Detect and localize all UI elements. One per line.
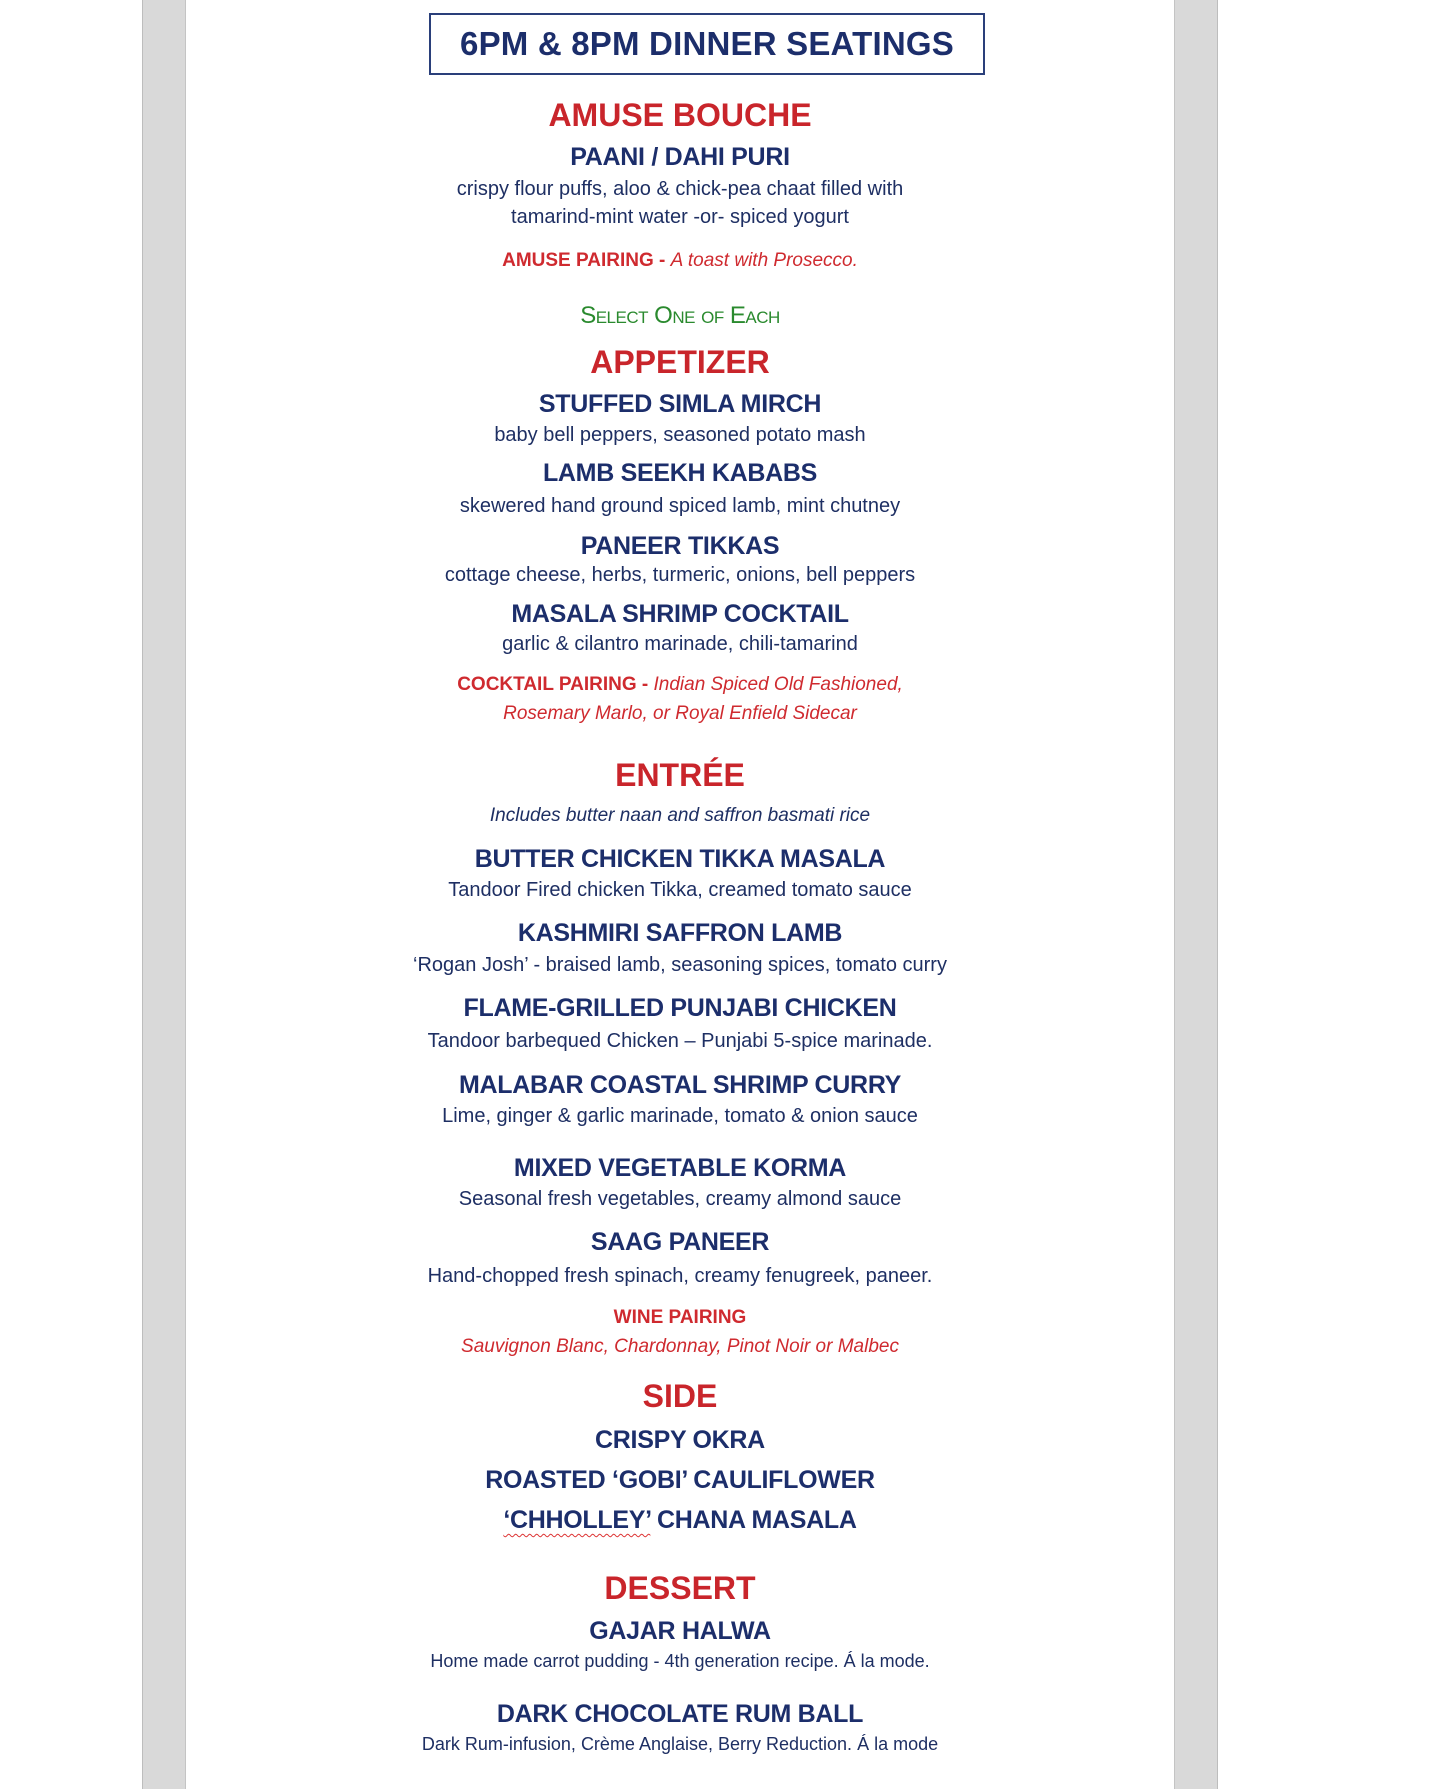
menu-item-description: Hand-chopped fresh spinach, creamy fenugreek, paneer. [427,1265,933,1287]
section-title-entree: ENTRÉE [615,757,745,793]
menu-item-name: DARK CHOCOLATE RUM BALL [496,1700,864,1728]
menu-item-description: tamarind-mint water -or- spiced yogurt [511,206,849,228]
menu-item-name: GAJAR HALWA [589,1617,771,1645]
menu-item-name: MASALA SHRIMP COCKTAIL [511,600,849,628]
menu-item-description: ‘Rogan Josh’ - braised lamb, seasoning spices, tomato curry [413,954,947,976]
menu-item-description: skewered hand ground spiced lamb, mint chutney [459,495,901,517]
pairing-label: COCKTAIL PAIRING - [457,674,654,695]
pairing-value: Rosemary Marlo, or Royal Enfield Sidecar [503,703,857,724]
menu-item-name-part: CHANA MASALA [650,1506,857,1534]
section-title-dessert: DESSERT [604,1570,756,1606]
menu-item-description: Tandoor barbequed Chicken – Punjabi 5-spice marinade. [427,1030,933,1052]
section-title-appetizer: APPETIZER [590,344,770,380]
menu-item-name: PAANI / DAHI PURI [570,143,790,171]
right-gutter [1174,0,1218,1789]
entree-includes-note: Includes butter naan and saffron basmati rice [489,805,871,826]
menu-item-name: LAMB SEEKH KABABS [542,459,818,487]
menu-item-name: KASHMIRI SAFFRON LAMB [517,919,843,947]
menu-item-name: MIXED VEGETABLE KORMA [513,1154,847,1182]
menu-item-description: Home made carrot pudding - 4th generation recipe. Á la mode. [430,1651,930,1671]
menu-item-name: MALABAR COASTAL SHRIMP CURRY [458,1071,902,1099]
menu-item-description: cottage cheese, herbs, turmeric, onions, bell peppers [444,564,916,586]
menu-item-description: Seasonal fresh vegetables, creamy almond sauce [458,1188,902,1210]
seatings-banner: 6PM & 8PM DINNER SEATINGS [429,13,985,75]
menu-item-name: FLAME-GRILLED PUNJABI CHICKEN [463,994,897,1022]
section-title-amuse-bouche: AMUSE BOUCHE [548,97,812,133]
menu-item-name [186,1506,1174,1535]
left-gutter [142,0,186,1789]
menu-item-name: ROASTED ‘GOBI’ CAULIFLOWER [485,1466,875,1494]
menu-item-name: BUTTER CHICKEN TIKKA MASALA [474,845,886,873]
menu-item-description: Lime, ginger & garlic marinade, tomato & onion sauce [442,1105,918,1127]
menu-item-description: Dark Rum-infusion, Crème Anglaise, Berry Reduction. Á la mode [421,1734,939,1754]
pairing-label: AMUSE PAIRING - [502,250,671,271]
pairing-value: Sauvignon Blanc, Chardonnay, Pinot Noir or Malbec [461,1336,899,1357]
menu-item-description: crispy flour puffs, aloo & chick-pea chaat filled with [456,178,904,200]
cocktail-pairing [186,674,1174,696]
menu-item-name: STUFFED SIMLA MIRCH [538,390,822,418]
pairing-value: Indian Spiced Old Fashioned, [653,674,903,695]
menu-item-description: baby bell peppers, seasoned potato mash [494,424,866,446]
menu-item-name: PANEER TIKKAS [580,532,780,560]
menu-page [186,0,1174,1789]
menu-item-description: Tandoor Fired chicken Tikka, creamed tomato sauce [448,879,912,901]
wine-pairing-label: WINE PAIRING [613,1307,747,1328]
section-title-side: SIDE [642,1378,718,1414]
select-one-note: Select One of Each [580,302,780,329]
pairing-value: A toast with Prosecco. [670,250,858,271]
menu-item-description: garlic & cilantro marinade, chili-tamarind [502,633,858,655]
menu-item-name: SAAG PANEER [590,1228,770,1256]
spellcheck-word: ‘CHHOLLEY’ [503,1506,651,1534]
amuse-pairing [186,250,1174,272]
menu-item-name: CRISPY OKRA [595,1426,765,1454]
